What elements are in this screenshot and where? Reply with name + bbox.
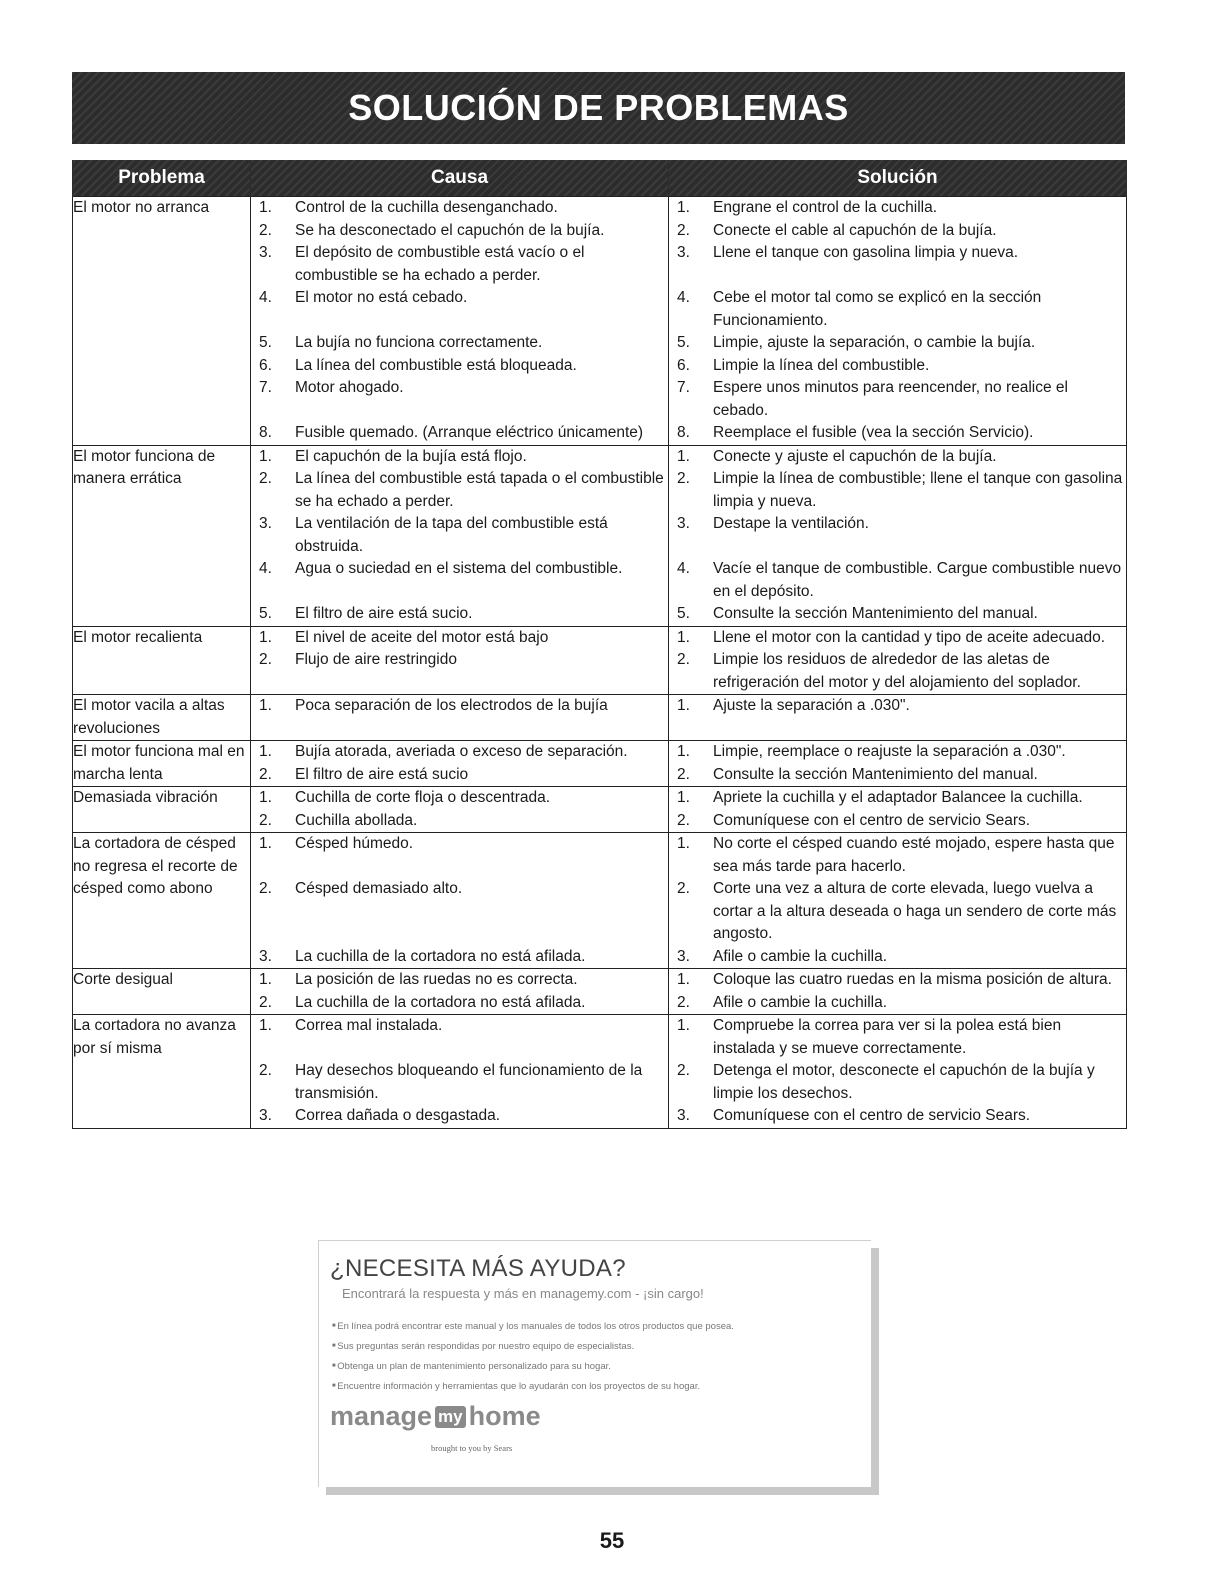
item-number: 2.	[259, 651, 272, 668]
cause-text: El filtro de aire está sucio	[295, 765, 469, 783]
list-item	[251, 242, 668, 287]
list-item	[251, 355, 668, 378]
list-item	[669, 355, 1126, 378]
item-number: 1.	[677, 199, 690, 216]
cause-text: Bujía atorada, averiada o exceso de separación.	[295, 743, 628, 760]
list-item	[251, 603, 668, 626]
list-item	[669, 992, 1126, 1015]
solution-cell	[669, 695, 1127, 741]
item-number: 1.	[677, 697, 690, 714]
list-item	[251, 833, 668, 878]
solution-text: No corte el césped cuando esté mojado, espere hasta que sea más tarde para hacerlo.	[713, 835, 1115, 875]
list-item	[669, 627, 1126, 650]
solution-text: Limpie la línea del combustible.	[713, 356, 930, 374]
list-item	[669, 649, 1126, 694]
title-banner	[72, 72, 1125, 144]
list-item	[251, 287, 668, 332]
cause-cell	[251, 787, 669, 833]
solution-text: Cebe el motor tal como se explicó en la sección Funcionamiento.	[713, 289, 1042, 329]
list-item	[251, 468, 668, 513]
header-solution: Solución	[669, 160, 1127, 197]
list-item	[251, 377, 668, 422]
list-item	[669, 377, 1126, 422]
item-number: 1.	[677, 743, 690, 760]
item-number: 2.	[677, 811, 690, 829]
list-item	[669, 422, 1126, 445]
item-number: 1.	[677, 789, 690, 806]
item-number: 1.	[259, 628, 272, 646]
item-number: 1.	[677, 1017, 690, 1034]
cause-text: La posición de las ruedas no es correcta.	[295, 971, 578, 988]
item-number: 1.	[259, 743, 272, 760]
header-problem: Problema	[73, 160, 251, 197]
solution-text: Llene el motor con la cantidad y tipo de aceite adecuado.	[713, 628, 1106, 646]
cause-text: Hay desechos bloqueando el funcionamiento de la transmisión.	[295, 1062, 643, 1102]
list-item	[669, 603, 1126, 626]
cause-text: Agua o suciedad en el sistema del combustible.	[295, 560, 623, 577]
cause-text: Poca separación de los electrodos de la bujía	[295, 697, 608, 714]
cause-text: Correa mal instalada.	[295, 1017, 443, 1034]
item-number: 4.	[677, 560, 690, 577]
solution-text: Destape la ventilación.	[713, 515, 869, 532]
list-item	[669, 810, 1126, 833]
item-number: 6.	[677, 356, 690, 374]
list-item	[251, 513, 668, 558]
item-number: 5.	[259, 605, 272, 622]
list-item	[251, 1060, 668, 1105]
item-number: 2.	[677, 470, 690, 487]
list-item	[251, 969, 668, 992]
solution-text: Vacíe el tanque de combustible. Cargue combustible nuevo en el depósito.	[713, 560, 1122, 600]
cause-text: La cuchilla de la cortadora no está afilada.	[295, 993, 586, 1011]
list-item	[669, 197, 1126, 220]
item-number: 1.	[677, 447, 690, 465]
cause-cell	[251, 969, 669, 1015]
list-item	[251, 422, 668, 445]
problem-cell: Demasiada vibración	[73, 787, 251, 833]
list-item	[669, 787, 1126, 810]
page-title: SOLUCIÓN DE PROBLEMAS	[348, 87, 849, 128]
problem-cell: El motor vacila a altas revoluciones	[73, 695, 251, 741]
solution-text: Limpie la línea de combustible; llene el tanque con gasolina limpia y nueva.	[713, 470, 1123, 510]
table-row	[73, 695, 1127, 741]
solution-cell	[669, 969, 1127, 1015]
solution-text: Limpie, reemplace o reajuste la separación a .030".	[713, 743, 1066, 760]
solution-cell	[669, 741, 1127, 787]
help-title: ¿NECESITA MÁS AYUDA?	[330, 1255, 626, 1282]
list-item	[669, 558, 1126, 603]
item-number: 4.	[677, 289, 690, 306]
header-cause: Causa	[251, 160, 669, 197]
cause-cell	[251, 197, 669, 446]
list-item	[251, 558, 668, 603]
solution-text: Consulte la sección Mantenimiento del manual.	[713, 765, 1038, 783]
item-number: 1.	[259, 971, 272, 988]
list-item	[669, 695, 1126, 718]
list-item	[251, 446, 668, 469]
cause-text: Motor ahogado.	[295, 379, 404, 396]
help-subtitle: Encontrará la respuesta y más en managemy.com - ¡sin cargo!	[342, 1286, 704, 1301]
item-number: 2.	[259, 470, 272, 487]
table-row	[73, 741, 1127, 787]
list-item	[251, 810, 668, 833]
list-item	[669, 833, 1126, 878]
list-item	[251, 332, 668, 355]
solution-cell	[669, 833, 1127, 969]
solution-text: Afile o cambie la cuchilla.	[713, 947, 888, 965]
help-bullet: ■ Encuentre información y herramientas que lo ayudarán con los proyectos de su hogar.	[332, 1376, 734, 1396]
solution-text: Afile o cambie la cuchilla.	[713, 993, 888, 1011]
cause-text: Control de la cuchilla desenganchado.	[295, 199, 558, 216]
solution-text: Limpie los residuos de alrededor de las aletas de refrigeración del motor y del alojamiento del soplador.	[713, 651, 1081, 691]
item-number: 3.	[677, 244, 690, 261]
problem-cell: El motor funciona de manera errática	[73, 445, 251, 626]
solution-text: Comuníquese con el centro de servicio Sears.	[713, 1107, 1031, 1124]
cause-text: Correa dañada o desgastada.	[295, 1107, 501, 1124]
logo-text-my: my	[435, 1406, 466, 1428]
list-item	[669, 287, 1126, 332]
solution-text: Ajuste la separación a .030".	[713, 697, 910, 714]
logo-text-home: home	[468, 1401, 541, 1431]
cause-text: La ventilación de la tapa del combustible está obstruida.	[295, 515, 608, 555]
list-item	[669, 242, 1126, 287]
table-row	[73, 969, 1127, 1015]
cause-text: El depósito de combustible está vacío o el combustible se ha echado a perder.	[295, 244, 585, 284]
item-number: 2.	[259, 880, 272, 897]
list-item	[669, 220, 1126, 243]
item-number: 2.	[677, 765, 690, 783]
table-row	[73, 197, 1127, 446]
cause-text: Césped húmedo.	[295, 835, 414, 852]
item-number: 3.	[677, 515, 690, 532]
list-item	[669, 468, 1126, 513]
list-item	[251, 649, 668, 672]
item-number: 7.	[677, 379, 690, 396]
item-number: 2.	[677, 993, 690, 1011]
solution-cell	[669, 626, 1127, 695]
item-number: 2.	[677, 1062, 690, 1079]
item-number: 2.	[677, 880, 690, 897]
solution-text: Apriete la cuchilla y el adaptador Balancee la cuchilla.	[713, 789, 1083, 806]
item-number: 1.	[259, 1017, 272, 1034]
solution-text: Espere unos minutos para reencender, no realice el cebado.	[713, 379, 1068, 419]
table-row	[73, 1015, 1127, 1129]
cause-cell	[251, 695, 669, 741]
solution-text: Engrane el control de la cuchilla.	[713, 199, 938, 216]
cause-text: Cuchilla de corte floja o descentrada.	[295, 789, 551, 806]
item-number: 4.	[259, 289, 272, 306]
cause-text: El motor no está cebado.	[295, 289, 468, 306]
list-item	[251, 627, 668, 650]
item-number: 2.	[677, 221, 690, 239]
list-item	[251, 741, 668, 764]
item-number: 2.	[259, 993, 272, 1011]
solution-cell	[669, 787, 1127, 833]
cause-text: La línea del combustible está tapada o el combustible se ha echado a perder.	[295, 470, 664, 510]
list-item	[669, 969, 1126, 992]
item-number: 1.	[677, 835, 690, 852]
item-number: 4.	[259, 560, 272, 577]
list-item	[669, 741, 1126, 764]
cause-cell	[251, 1015, 669, 1129]
managemyhome-logo	[330, 1401, 541, 1432]
item-number: 1.	[259, 199, 272, 216]
solution-text: Limpie, ajuste la separación, o cambie la bujía.	[713, 334, 1036, 351]
help-bullet: ■ Obtenga un plan de mantenimiento personalizado para su hogar.	[332, 1356, 734, 1376]
list-item	[251, 1015, 668, 1060]
list-item	[251, 764, 668, 787]
problem-cell: La cortadora no avanza por sí misma	[73, 1015, 251, 1129]
cause-text: Cuchilla abollada.	[295, 811, 418, 829]
cause-cell	[251, 833, 669, 969]
item-number: 1.	[259, 789, 272, 806]
logo-text-manage: manage	[330, 1401, 433, 1431]
help-bullet-list	[332, 1316, 734, 1396]
list-item	[669, 946, 1126, 969]
list-item	[669, 513, 1126, 558]
item-number: 8.	[259, 424, 272, 441]
table-row	[73, 833, 1127, 969]
solution-text: Comuníquese con el centro de servicio Sears.	[713, 811, 1031, 829]
item-number: 3.	[259, 515, 272, 532]
help-bullet: ■ En línea podrá encontrar este manual y los manuales de todos los otros productos que posea.	[332, 1316, 734, 1336]
list-item	[669, 764, 1126, 787]
list-item	[669, 1105, 1126, 1128]
item-number: 3.	[259, 1107, 272, 1124]
item-number: 3.	[677, 1107, 690, 1124]
list-item	[251, 220, 668, 243]
solution-text: Conecte el cable al capuchón de la bujía.	[713, 221, 997, 239]
list-item	[251, 695, 668, 718]
table-row	[73, 626, 1127, 695]
item-number: 2.	[259, 765, 272, 783]
solution-text: Reemplace el fusible (vea la sección Servicio).	[713, 424, 1034, 441]
problem-cell: El motor funciona mal en marcha lenta	[73, 741, 251, 787]
solution-text: Compruebe la correa para ver si la polea está bien instalada y se mueve correctamente.	[713, 1017, 1062, 1057]
problem-cell: La cortadora de césped no regresa el recorte de césped como abono	[73, 833, 251, 969]
item-number: 8.	[677, 424, 690, 441]
item-number: 1.	[259, 835, 272, 852]
list-item	[251, 992, 668, 1015]
help-bullet: ■ Sus preguntas serán respondidas por nuestro equipo de especialistas.	[332, 1336, 734, 1356]
cause-text: La bujía no funciona correctamente.	[295, 334, 543, 351]
logo-tagline: brought to you by Sears	[431, 1443, 513, 1453]
list-item	[669, 878, 1126, 946]
solution-text: Coloque las cuatro ruedas en la misma posición de altura.	[713, 971, 1112, 988]
cause-cell	[251, 445, 669, 626]
solution-text: Consulte la sección Mantenimiento del manual.	[713, 605, 1038, 622]
table-row	[73, 445, 1127, 626]
cause-text: La línea del combustible está bloqueada.	[295, 356, 577, 374]
item-number: 5.	[677, 605, 690, 622]
cause-text: Césped demasiado alto.	[295, 880, 463, 897]
item-number: 7.	[259, 379, 272, 396]
cause-cell	[251, 741, 669, 787]
item-number: 5.	[677, 334, 690, 351]
item-number: 2.	[259, 1062, 272, 1079]
cause-text: El filtro de aire está sucio.	[295, 605, 473, 622]
cause-cell	[251, 626, 669, 695]
item-number: 2.	[259, 811, 272, 829]
list-item	[251, 946, 668, 969]
cause-text: La cuchilla de la cortadora no está afilada.	[295, 947, 586, 965]
item-number: 1.	[677, 628, 690, 646]
solution-cell	[669, 445, 1127, 626]
item-number: 3.	[259, 244, 272, 261]
item-number: 5.	[259, 334, 272, 351]
item-number: 1.	[259, 447, 272, 465]
solution-text: Corte una vez a altura de corte elevada, luego vuelva a cortar a la altura deseada o haga un sendero de corte más angosto.	[713, 880, 1117, 942]
page-number: 55	[599, 1528, 625, 1553]
table-header-row	[73, 160, 1127, 197]
solution-text: Llene el tanque con gasolina limpia y nueva.	[713, 244, 1019, 261]
problem-cell: El motor no arranca	[73, 197, 251, 446]
solution-cell	[669, 197, 1127, 446]
list-item	[669, 446, 1126, 469]
list-item	[251, 197, 668, 220]
list-item	[251, 787, 668, 810]
list-item	[669, 1060, 1126, 1105]
list-item	[251, 878, 668, 946]
cause-text: El nivel de aceite del motor está bajo	[295, 628, 549, 646]
cause-text: El capuchón de la bujía está flojo.	[295, 447, 527, 465]
item-number: 1.	[259, 697, 272, 714]
cause-text: Fusible quemado. (Arranque eléctrico únicamente)	[295, 424, 644, 441]
item-number: 2.	[677, 651, 690, 668]
solution-text: Detenga el motor, desconecte el capuchón de la bujía y limpie los desechos.	[713, 1062, 1095, 1102]
item-number: 6.	[259, 356, 272, 374]
cause-text: Se ha desconectado el capuchón de la bujía.	[295, 221, 605, 239]
list-item	[669, 332, 1126, 355]
problem-cell: El motor recalienta	[73, 626, 251, 695]
table-row	[73, 787, 1127, 833]
item-number: 3.	[259, 947, 272, 965]
cause-text: Flujo de aire restringido	[295, 651, 457, 668]
troubleshooting-table	[72, 160, 1127, 1129]
item-number: 2.	[259, 221, 272, 239]
problem-cell: Corte desigual	[73, 969, 251, 1015]
item-number: 1.	[677, 971, 690, 988]
solution-cell	[669, 1015, 1127, 1129]
solution-text: Conecte y ajuste el capuchón de la bujía.	[713, 447, 997, 465]
list-item	[669, 1015, 1126, 1060]
item-number: 3.	[677, 947, 690, 965]
list-item	[251, 1105, 668, 1128]
